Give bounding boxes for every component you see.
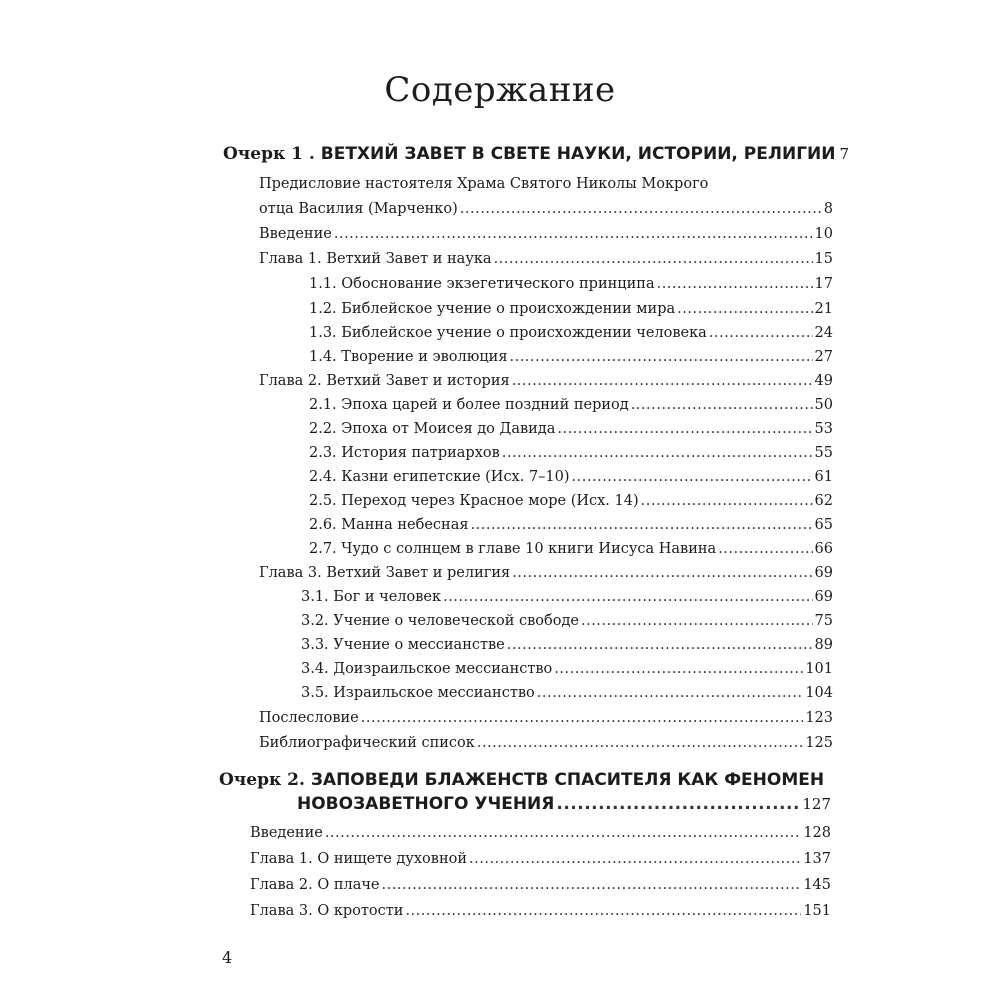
dot-leader — [477, 736, 803, 751]
dot-leader — [537, 686, 804, 701]
dot-leader — [718, 542, 812, 557]
toc-entry-page: 24 — [814, 325, 833, 341]
toc-entry-page: 53 — [814, 421, 833, 437]
toc-entry — [301, 662, 833, 677]
toc-entry-label: 2.3. История патриархов — [309, 445, 500, 461]
toc-entry-page: 69 — [814, 565, 833, 581]
page-number: 4 — [222, 948, 233, 967]
toc-entry — [250, 878, 831, 893]
dot-leader — [657, 277, 813, 292]
toc-entry — [259, 566, 833, 581]
preface-page: 8 — [823, 201, 833, 217]
preface-entry — [259, 202, 833, 217]
preface-line-2: отца Василия (Марченко) — [259, 201, 458, 217]
toc-entry — [259, 227, 833, 242]
toc-entry-page: 65 — [814, 517, 833, 533]
toc-entry-page: 17 — [814, 276, 833, 292]
dot-leader — [325, 826, 801, 841]
toc-entry — [259, 374, 833, 389]
ocherk-2-title-line-1: ЗАПОВЕДИ БЛАЖЕНСТВ СПАСИТЕЛЯ КАК ФЕНОМЕН — [310, 770, 825, 790]
toc-entry-page: 49 — [814, 373, 833, 389]
toc-entry-label: 2.1. Эпоха царей и более поздний период — [309, 397, 629, 413]
dot-leader — [507, 638, 813, 653]
toc-entry — [309, 542, 833, 557]
toc-entry-label: 2.4. Казни египетские (Исх. 7–10) — [309, 469, 570, 485]
ocherk-1-number: Очерк 1 . — [223, 144, 315, 164]
toc-entry — [301, 590, 833, 605]
ocherk-2-title-line-2: НОВОЗАВЕТНОГО УЧЕНИЯ — [297, 794, 555, 814]
toc-entry-page: 75 — [814, 613, 833, 629]
toc-entry — [301, 686, 833, 701]
toc-entry-label: Глава 1. Ветхий Завет и наука — [259, 251, 492, 267]
dot-leader — [469, 852, 801, 867]
dot-leader — [512, 566, 812, 581]
ocherk-1-heading — [223, 144, 850, 164]
dot-leader — [572, 470, 813, 485]
toc-entry-label: Глава 1. О нищете духовной — [250, 851, 468, 867]
toc-entry-label: 3.1. Бог и человек — [301, 589, 442, 605]
dot-leader — [361, 711, 804, 726]
preface-line-1: Предисловие настоятеля Храма Святого Николы Мокрого — [259, 176, 709, 192]
toc-entry — [309, 446, 833, 461]
toc-entry-label: Послесловие — [259, 710, 359, 726]
toc-entry — [309, 470, 833, 485]
toc-entry — [309, 302, 833, 317]
toc-entry-label: Глава 2. Ветхий Завет и история — [259, 373, 510, 389]
toc-entry — [309, 350, 833, 365]
dot-leader — [512, 374, 813, 389]
toc-entry-page: 137 — [803, 851, 831, 867]
toc-entry — [309, 326, 833, 341]
toc-entry-label: 3.5. Израильское мессианство — [301, 685, 535, 701]
toc-entry-label: 2.2. Эпоха от Моисея до Давида — [309, 421, 556, 437]
dot-leader — [554, 662, 803, 677]
toc-entry-label: Введение — [250, 825, 323, 841]
toc-entry-label: Введение — [259, 226, 332, 242]
page-title: Содержание — [384, 70, 616, 110]
ocherk-1-title: ВЕТХИЙ ЗАВЕТ В СВЕТЕ НАУКИ, ИСТОРИИ, РЕЛИГИИ — [320, 144, 836, 164]
toc-entry-label: Глава 3. Ветхий Завет и религия — [259, 565, 511, 581]
ocherk-2-page: 127 — [802, 795, 831, 813]
toc-entry — [301, 614, 833, 629]
toc-entry-page: 15 — [814, 251, 833, 267]
toc-entry-label: Библиографический список — [259, 735, 475, 751]
toc-entry-label: 1.3. Библейское учение о происхождении человека — [309, 325, 707, 341]
toc-entry — [250, 852, 831, 867]
toc-entry-label: 2.7. Чудо с солнцем в главе 10 книги Иисуса Навина — [309, 541, 717, 557]
toc-entry — [309, 494, 833, 509]
dot-leader — [631, 398, 813, 413]
toc-entry-page: 27 — [814, 349, 833, 365]
toc-entry-page: 101 — [805, 661, 833, 677]
toc-entry — [259, 252, 833, 267]
toc-entry — [309, 422, 833, 437]
toc-entry-label: 1.1. Обоснование экзегетического принципа — [309, 276, 655, 292]
toc-entry-page: 128 — [803, 825, 831, 841]
dot-leader — [382, 878, 802, 893]
dot-leader — [405, 904, 801, 919]
dot-leader — [641, 494, 813, 509]
toc-entry-page: 55 — [814, 445, 833, 461]
dot-leader — [677, 302, 812, 317]
dot-leader — [502, 446, 813, 461]
dot-leader — [557, 422, 812, 437]
dot-leader — [334, 227, 813, 242]
toc-entry-page: 123 — [805, 710, 833, 726]
toc-entry-page: 125 — [805, 735, 833, 751]
dot-leader — [709, 326, 813, 341]
toc-entry — [259, 736, 833, 751]
toc-entry-page: 62 — [814, 493, 833, 509]
dot-leader — [471, 518, 813, 533]
toc-entry-label: Глава 2. О плаче — [250, 877, 380, 893]
toc-entry-label — [223, 146, 836, 163]
toc-entry-label: 2.6. Манна небесная — [309, 517, 469, 533]
dot-leader — [556, 796, 800, 813]
toc-entry-page: 61 — [814, 469, 833, 485]
toc-entry-page: 69 — [814, 589, 833, 605]
toc-entry-label: 3.2. Учение о человеческой свободе — [301, 613, 579, 629]
toc-entry-page: 104 — [805, 685, 833, 701]
ocherk-2-heading-line-2 — [297, 796, 831, 813]
toc-entry — [259, 711, 833, 726]
toc-entry — [250, 904, 831, 919]
toc-entry-label: 1.2. Библейское учение о происхождении мира — [309, 301, 676, 317]
dot-leader — [443, 590, 812, 605]
dot-leader — [581, 614, 813, 629]
dot-leader — [509, 350, 812, 365]
toc-entry — [250, 826, 831, 841]
toc-entry — [309, 277, 833, 292]
toc-entry-page: 50 — [814, 397, 833, 413]
toc-entry-page: 66 — [814, 541, 833, 557]
dot-leader — [494, 252, 813, 267]
toc-entry — [309, 398, 833, 413]
toc-entry-label: Глава 3. О кротости — [250, 903, 404, 919]
toc-entry-label: 2.5. Переход через Красное море (Исх. 14) — [309, 493, 639, 509]
toc-entry-page: 10 — [814, 226, 833, 242]
toc-entry-page: 21 — [814, 301, 833, 317]
toc-entry-label: 1.4. Творение и эволюция — [309, 349, 508, 365]
ocherk-1-page: 7 — [839, 145, 850, 163]
ocherk-2-heading-line-1 — [219, 770, 824, 790]
toc-entry — [309, 518, 833, 533]
toc-entry-label: 3.4. Доизраильское мессианство — [301, 661, 553, 677]
toc-entry-label: 3.3. Учение о мессианстве — [301, 637, 505, 653]
toc-entry-page: 89 — [814, 637, 833, 653]
toc-entry — [301, 638, 833, 653]
toc-entry-page: 151 — [803, 903, 831, 919]
toc-entry-page: 145 — [803, 877, 831, 893]
dot-leader — [460, 202, 822, 217]
ocherk-2-number: Очерк 2. — [219, 770, 305, 790]
